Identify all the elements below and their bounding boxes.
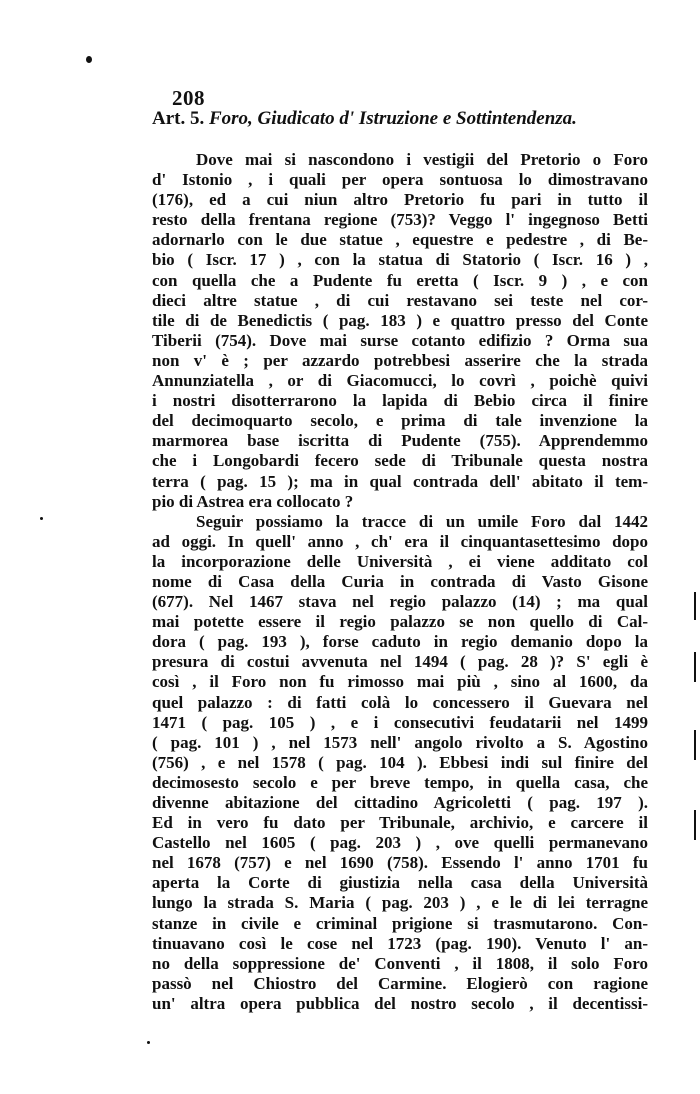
text-line: Seguir possiamo la tracce di un umile Foro dal 1442 — [196, 511, 648, 531]
text-line: i nostri disotterrarono la lapida di Bebio circa il finire — [152, 391, 648, 411]
paragraph — [152, 150, 648, 512]
text-line: (756) , e nel 1578 ( pag. 104 ). Ebbesi indi sul finire del — [152, 752, 648, 772]
text-line: d' Istonio , i quali per opera sontuosa lo dimostravano — [152, 170, 648, 190]
margin-rule — [694, 730, 696, 760]
text-line: 1471 ( pag. 105 ) , e i consecutivi feudatarii nel 1499 — [152, 712, 648, 732]
text-line: bio ( Iscr. 17 ) , con la statua di Statorio ( Iscr. 16 ) , — [152, 250, 648, 270]
text-line: (677). Nel 1467 stava nel regio palazzo (14) ; ma qual — [152, 592, 648, 612]
text-line: marmorea base iscritta di Pudente (755). Apprendemmo — [152, 431, 648, 451]
text-line: adornarlo con le due statue , equestre e pedestre , di Be- — [152, 230, 648, 250]
text-line: dora ( pag. 193 ), forse caduto in regio demanio dopo la — [152, 632, 648, 652]
text-line: presura di costui avvenuta nel 1494 ( pag. 28 )? S' egli è — [152, 652, 648, 672]
text-line: decimosesto secolo e per breve tempo, in quella casa, che — [152, 772, 648, 792]
text-line: Ed in vero fu dato per Tribunale, archivio, e carcere il — [152, 813, 648, 833]
text-line: la incorporazione delle Università , ei viene additato col — [152, 551, 648, 571]
text-line: ( pag. 101 ) , nel 1573 nell' angolo rivolto a S. Agostino — [152, 732, 648, 752]
text-line: nel 1678 (757) e nel 1690 (758). Essendo l' anno 1701 fu — [152, 853, 648, 873]
margin-rule — [694, 592, 696, 620]
text-line: del decimoquarto secolo, e prima di tale invenzione la — [152, 411, 648, 431]
text-line: con quella che a Pudente fu eretta ( Iscr. 9 ) , e con — [152, 270, 648, 290]
text-line: aperta la Corte di giustizia nella casa della Università — [152, 873, 648, 893]
text-line: così , il Foro non fu rimosso mai più , sino al 1600, da — [152, 672, 648, 692]
running-head — [152, 108, 650, 130]
ink-spot — [86, 56, 92, 63]
text-line: mai potette essere il regio palazzo se non quello di Cal- — [152, 612, 648, 632]
text-line: Annunziatella , or di Giacomucci, lo covrì , poichè quivi — [152, 371, 648, 391]
ink-speck — [147, 1041, 150, 1044]
page-number: 208 — [172, 86, 205, 110]
body-text — [152, 150, 648, 1014]
text-line: tinuavano così le cose nel 1723 (pag. 190). Venuto l' an- — [152, 933, 648, 953]
text-line: no della soppressione de' Conventi , il 1808, il solo Foro — [152, 953, 648, 973]
text-line: (176), ed a cui niun altro Pretorio fu pari in tutto il — [152, 190, 648, 210]
text-line: resto della frentana regione (753)? Veggo l' ingegnoso Betti — [152, 210, 648, 230]
paragraph — [152, 512, 648, 1014]
text-line: dieci altre statue , di cui restavano sei teste nel cor- — [152, 290, 648, 310]
text-line: passò nel Chiostro del Carmine. Elogierò con ragione — [152, 973, 648, 993]
text-line: terra ( pag. 15 ); ma in qual contrada dell' abitato il tem- — [152, 471, 648, 491]
article-number: Art. 5. — [152, 108, 205, 129]
text-line: non v' è ; per azzardo potrebbesi asserire che la strada — [152, 350, 648, 370]
text-line: divenne abitazione del cittadino Agricoletti ( pag. 197 ). — [152, 793, 648, 812]
text-line: che i Longobardi fecero sede di Tribunale questa nostra — [152, 451, 648, 471]
text-line: un' altra opera pubblica del nostro secolo , il decentissi- — [152, 993, 648, 1013]
text-line: pio di Astrea era collocato ? — [152, 491, 354, 511]
text-line: stanze in civile e criminal prigione si trasmutarono. Con- — [152, 913, 648, 933]
text-line: ad oggi. In quell' anno , ch' era il cinquantasettesimo dopo — [152, 531, 648, 551]
text-line: Dove mai si nascondono i vestigii del Pretorio o Foro — [196, 150, 648, 169]
ink-speck — [40, 517, 43, 520]
section-title: Foro, Giudicato d' Istruzione e Sottintendenza. — [208, 108, 577, 129]
margin-rule — [694, 652, 696, 682]
text-line: lungo la strada S. Maria ( pag. 203 ) , e le di lei terragne — [152, 893, 648, 913]
text-line: Tiberii (754). Dove mai surse cotanto edifizio ? Orma sua — [152, 330, 648, 350]
margin-rule — [694, 810, 696, 840]
text-line: nome di Casa della Curia in contrada di Vasto Gisone — [152, 571, 648, 591]
text-line: Castello nel 1605 ( pag. 203 ) , ove quelli permanevano — [152, 833, 648, 853]
text-line: quel palazzo : di fatti colà lo concessero il Guevara nel — [152, 692, 648, 712]
text-line: tile di de Benedictis ( pag. 183 ) e quattro presso del Conte — [152, 310, 648, 330]
